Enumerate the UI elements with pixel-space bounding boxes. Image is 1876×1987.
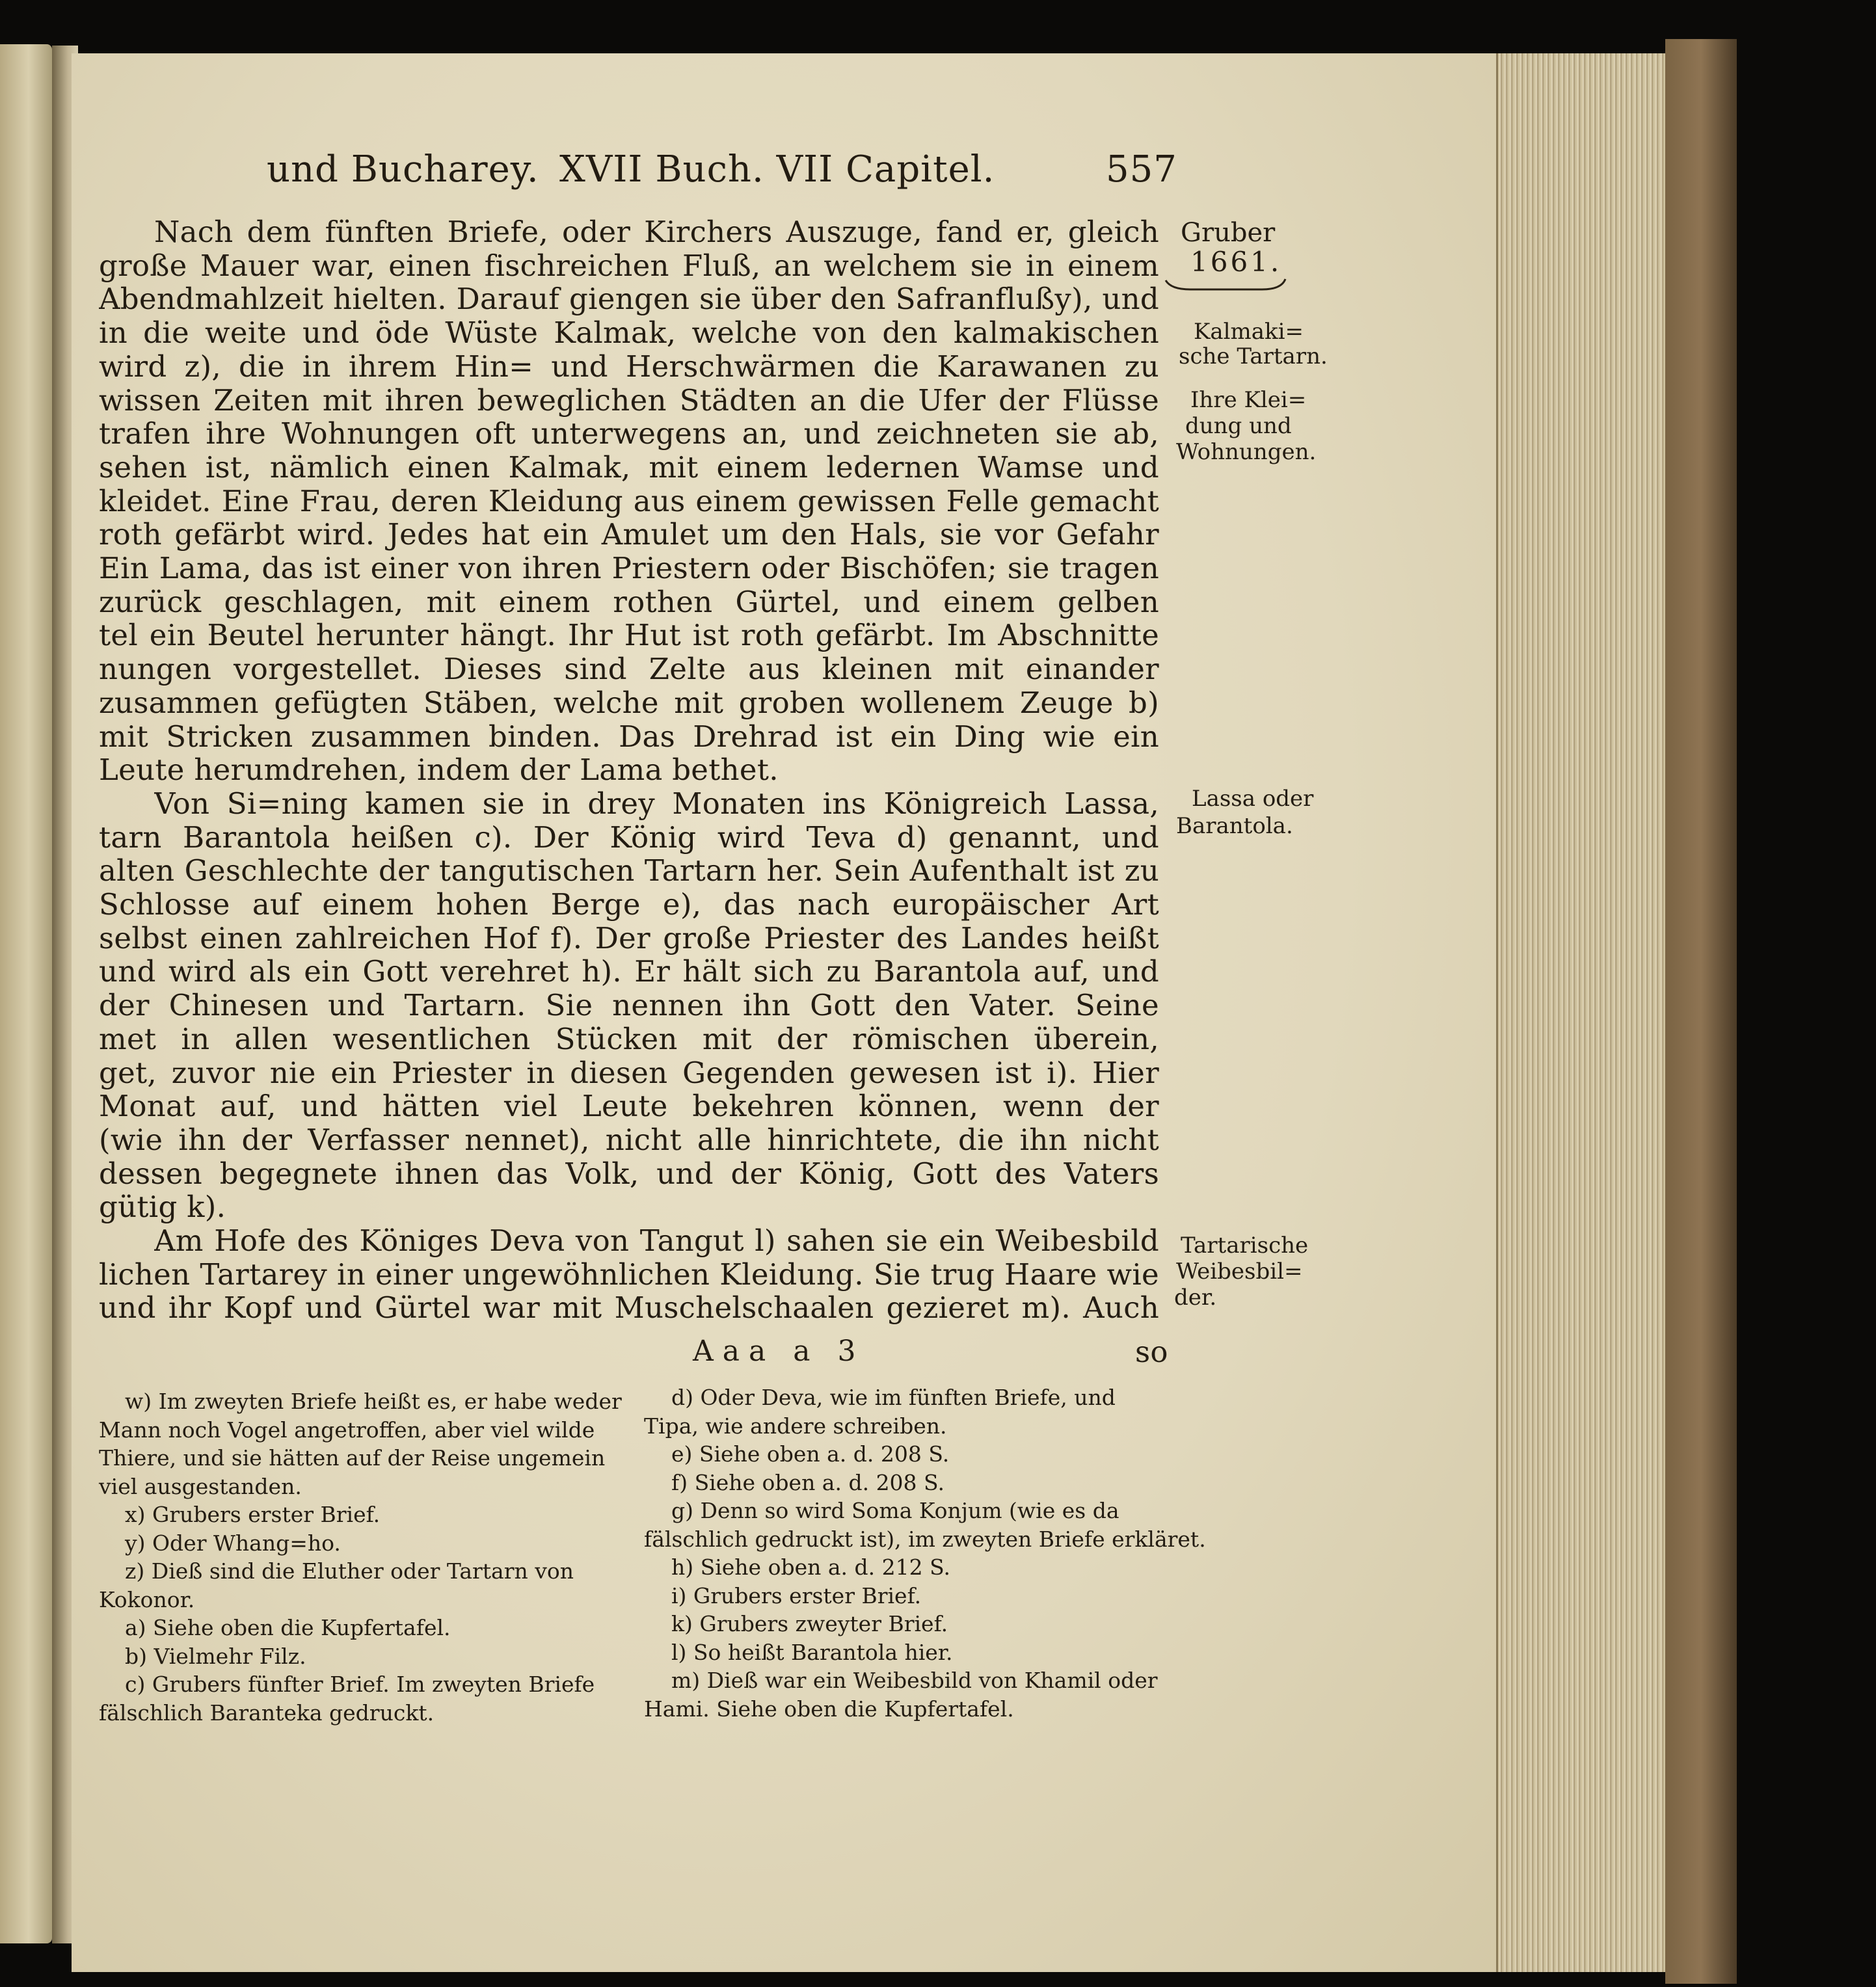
body-line: wird z), die in ihrem Hin= und Herschwärmen die Karawanen zu <box>99 349 1159 383</box>
body-line: nungen vorgestellet. Dieses sind Zelte aus kleinen mit einander <box>99 652 1159 686</box>
footnote-line: i) Grubers erster Brief. <box>671 1582 922 1608</box>
body-line: große Mauer war, einen fischreichen Fluß, an welchem sie in einem <box>99 248 1159 282</box>
margin-note-weibesbil: Weibesbil= <box>1176 1259 1303 1285</box>
footnote-line: fälschlich gedruckt ist), im zweyten Briefe erkläret. <box>644 1526 1206 1552</box>
footnote-line: Kokonor. <box>99 1586 195 1612</box>
body-line: Am Hofe des Königes Deva von Tangut l) sahen sie ein Weibesbild <box>154 1223 1159 1257</box>
margin-note-tartarn: sche Tartarn. <box>1179 343 1328 369</box>
body-line: Monat auf, und hätten viel Leute bekehren können, wenn der <box>99 1089 1159 1123</box>
margin-note-tartarische: Tartarische <box>1181 1233 1309 1259</box>
margin-note-year: 1661. <box>1190 246 1282 278</box>
margin-note-der: der. <box>1174 1285 1217 1311</box>
footnote-line: viel ausgestanden. <box>99 1473 302 1499</box>
body-line: alten Geschlechte der tangutischen Tartarn her. Sein Aufenthalt ist zu <box>99 853 1159 888</box>
body-line: trafen ihre Wohnungen oft unterwegens an, und zeichneten sie ab, <box>99 416 1159 451</box>
body-line: sehen ist, nämlich einen Kalmak, mit einem ledernen Wamse und <box>99 449 1159 484</box>
footnote-line: h) Siehe oben a. d. 212 S. <box>671 1554 950 1580</box>
body-line: der Chinesen und Tartarn. Sie nennen ihn Gott den Vater. Seine <box>99 988 1159 1022</box>
footnote-line: l) So heißt Barantola hier. <box>671 1639 953 1665</box>
margin-note-barantola: Barantola. <box>1176 813 1293 839</box>
body-line: dessen begegnete ihnen das Volk, und der König, Gott des Vaters <box>99 1156 1159 1190</box>
footnote-line: Hami. Siehe oben die Kupfertafel. <box>644 1696 1014 1722</box>
body-line: Von Si=ning kamen sie in drey Monaten ins Königreich Lassa, <box>154 786 1159 820</box>
footnote-line: e) Siehe oben a. d. 208 S. <box>671 1441 950 1467</box>
margin-note-wohnungen: Wohnungen. <box>1176 439 1317 465</box>
body-line: kleidet. Eine Frau, deren Kleidung aus einem gewissen Felle gemacht <box>99 483 1159 518</box>
footnote-line: w) Im zweyten Briefe heißt es, er habe weder <box>125 1389 622 1414</box>
signature-mark: Aaa a 3 <box>693 1335 865 1368</box>
footnote-line: y) Oder Whang=ho. <box>125 1530 341 1556</box>
body-line: met in allen wesentlichen Stücken mit der römischen überein, <box>99 1021 1159 1056</box>
body-line: Ein Lama, das ist einer von ihren Priestern oder Bischöfen; sie tragen <box>99 551 1159 585</box>
footnote-line: f) Siehe oben a. d. 208 S. <box>671 1469 945 1495</box>
running-head-left: und Bucharey. <box>267 148 539 191</box>
body-line: tel ein Beutel herunter hängt. Ihr Hut ist roth gefärbt. Im Abschnitte <box>99 618 1159 652</box>
footnote-line: b) Vielmehr Filz. <box>125 1643 306 1669</box>
body-line: und wird als ein Gott verehret h). Er hält sich zu Barantola auf, und <box>99 954 1159 989</box>
body-line: selbst einen zahlreichen Hof f). Der große Priester des Landes heißt <box>99 920 1159 955</box>
margin-note-kleidung: Ihre Klei= <box>1190 387 1307 413</box>
body-line: in die weite und öde Wüste Kalmak, welche von den kalmakischen <box>99 315 1159 350</box>
body-line: (wie ihn der Verfasser nennet), nicht alle hinrichtete, die ihn nicht <box>99 1122 1159 1156</box>
left-page-edge <box>0 44 52 1943</box>
footnote-line: k) Grubers zweyter Brief. <box>671 1611 948 1636</box>
catchword: so <box>1135 1335 1168 1369</box>
body-line: zusammen gefügten Stäben, welche mit groben wollenem Zeuge b) <box>99 685 1159 719</box>
body-line: Schlosse auf einem hohen Berge e), das nach europäischer Art <box>99 887 1159 921</box>
footnote-line: Tipa, wie andere schreiben. <box>644 1413 947 1439</box>
margin-note-gruber: Gruber <box>1181 218 1276 248</box>
margin-note-lassa: Lassa oder <box>1192 786 1314 812</box>
body-line: wissen Zeiten mit ihren beweglichen Städten an die Ufer der Flüsse <box>99 382 1159 417</box>
margin-note-kalmaki: Kalmaki= <box>1194 319 1304 345</box>
body-line: lichen Tartarey in einer ungewöhnlichen Kleidung. Sie trug Haare wie <box>99 1257 1159 1291</box>
margin-bracket <box>1164 276 1288 296</box>
footnote-line: d) Oder Deva, wie im fünften Briefe, und <box>671 1385 1116 1410</box>
footnote-line: Mann noch Vogel angetroffen, aber viel wilde <box>99 1417 595 1443</box>
footnote-line: x) Grubers erster Brief. <box>125 1502 381 1527</box>
body-line: und ihr Kopf und Gürtel war mit Muschelschaalen gezieret m). Auch <box>99 1290 1159 1325</box>
margin-note-dung-und: dung und <box>1185 413 1292 439</box>
footnote-line: a) Siehe oben die Kupfertafel. <box>125 1615 451 1640</box>
footnote-line: fälschlich Baranteka gedruckt. <box>99 1700 435 1726</box>
body-line: tarn Barantola heißen c). Der König wird Teva d) genannt, und <box>99 820 1159 854</box>
body-line: mit Stricken zusammen binden. Das Drehrad ist ein Ding wie ein <box>99 719 1159 753</box>
footnote-line: m) Dieß war ein Weibesbild von Khamil oder <box>671 1668 1158 1693</box>
body-line: Leute herumdrehen, indem der Lama bethet. <box>99 753 779 788</box>
body-line: Nach dem fünften Briefe, oder Kirchers Auszuge, fand er, gleich <box>154 215 1159 248</box>
running-head-center: XVII Buch. VII Capitel. <box>559 148 995 191</box>
body-line: Abendmahlzeit hielten. Darauf giengen sie über den Safranflußy), und <box>99 282 1159 316</box>
footnote-line: g) Denn so wird Soma Konjum (wie es da <box>671 1498 1119 1523</box>
footnote-line: z) Dieß sind die Eluther oder Tartarn von <box>125 1558 574 1584</box>
book-cover-edge <box>1665 39 1737 1984</box>
body-line: zurück geschlagen, mit einem rothen Gürtel, und einem gelben <box>99 584 1159 619</box>
body-line: gütig k). <box>99 1190 226 1225</box>
body-line: roth gefärbt wird. Jedes hat ein Amulet um den Hals, sie vor Gefahr <box>99 517 1159 552</box>
body-line: get, zuvor nie ein Priester in diesen Gegenden gewesen ist i). Hier <box>99 1055 1159 1089</box>
page-number: 557 <box>1106 148 1177 191</box>
footnote-line: Thiere, und sie hätten auf der Reise ungemein <box>99 1445 606 1471</box>
footnote-line: c) Grubers fünfter Brief. Im zweyten Briefe <box>125 1672 595 1697</box>
page-fore-edge <box>1496 53 1667 1972</box>
